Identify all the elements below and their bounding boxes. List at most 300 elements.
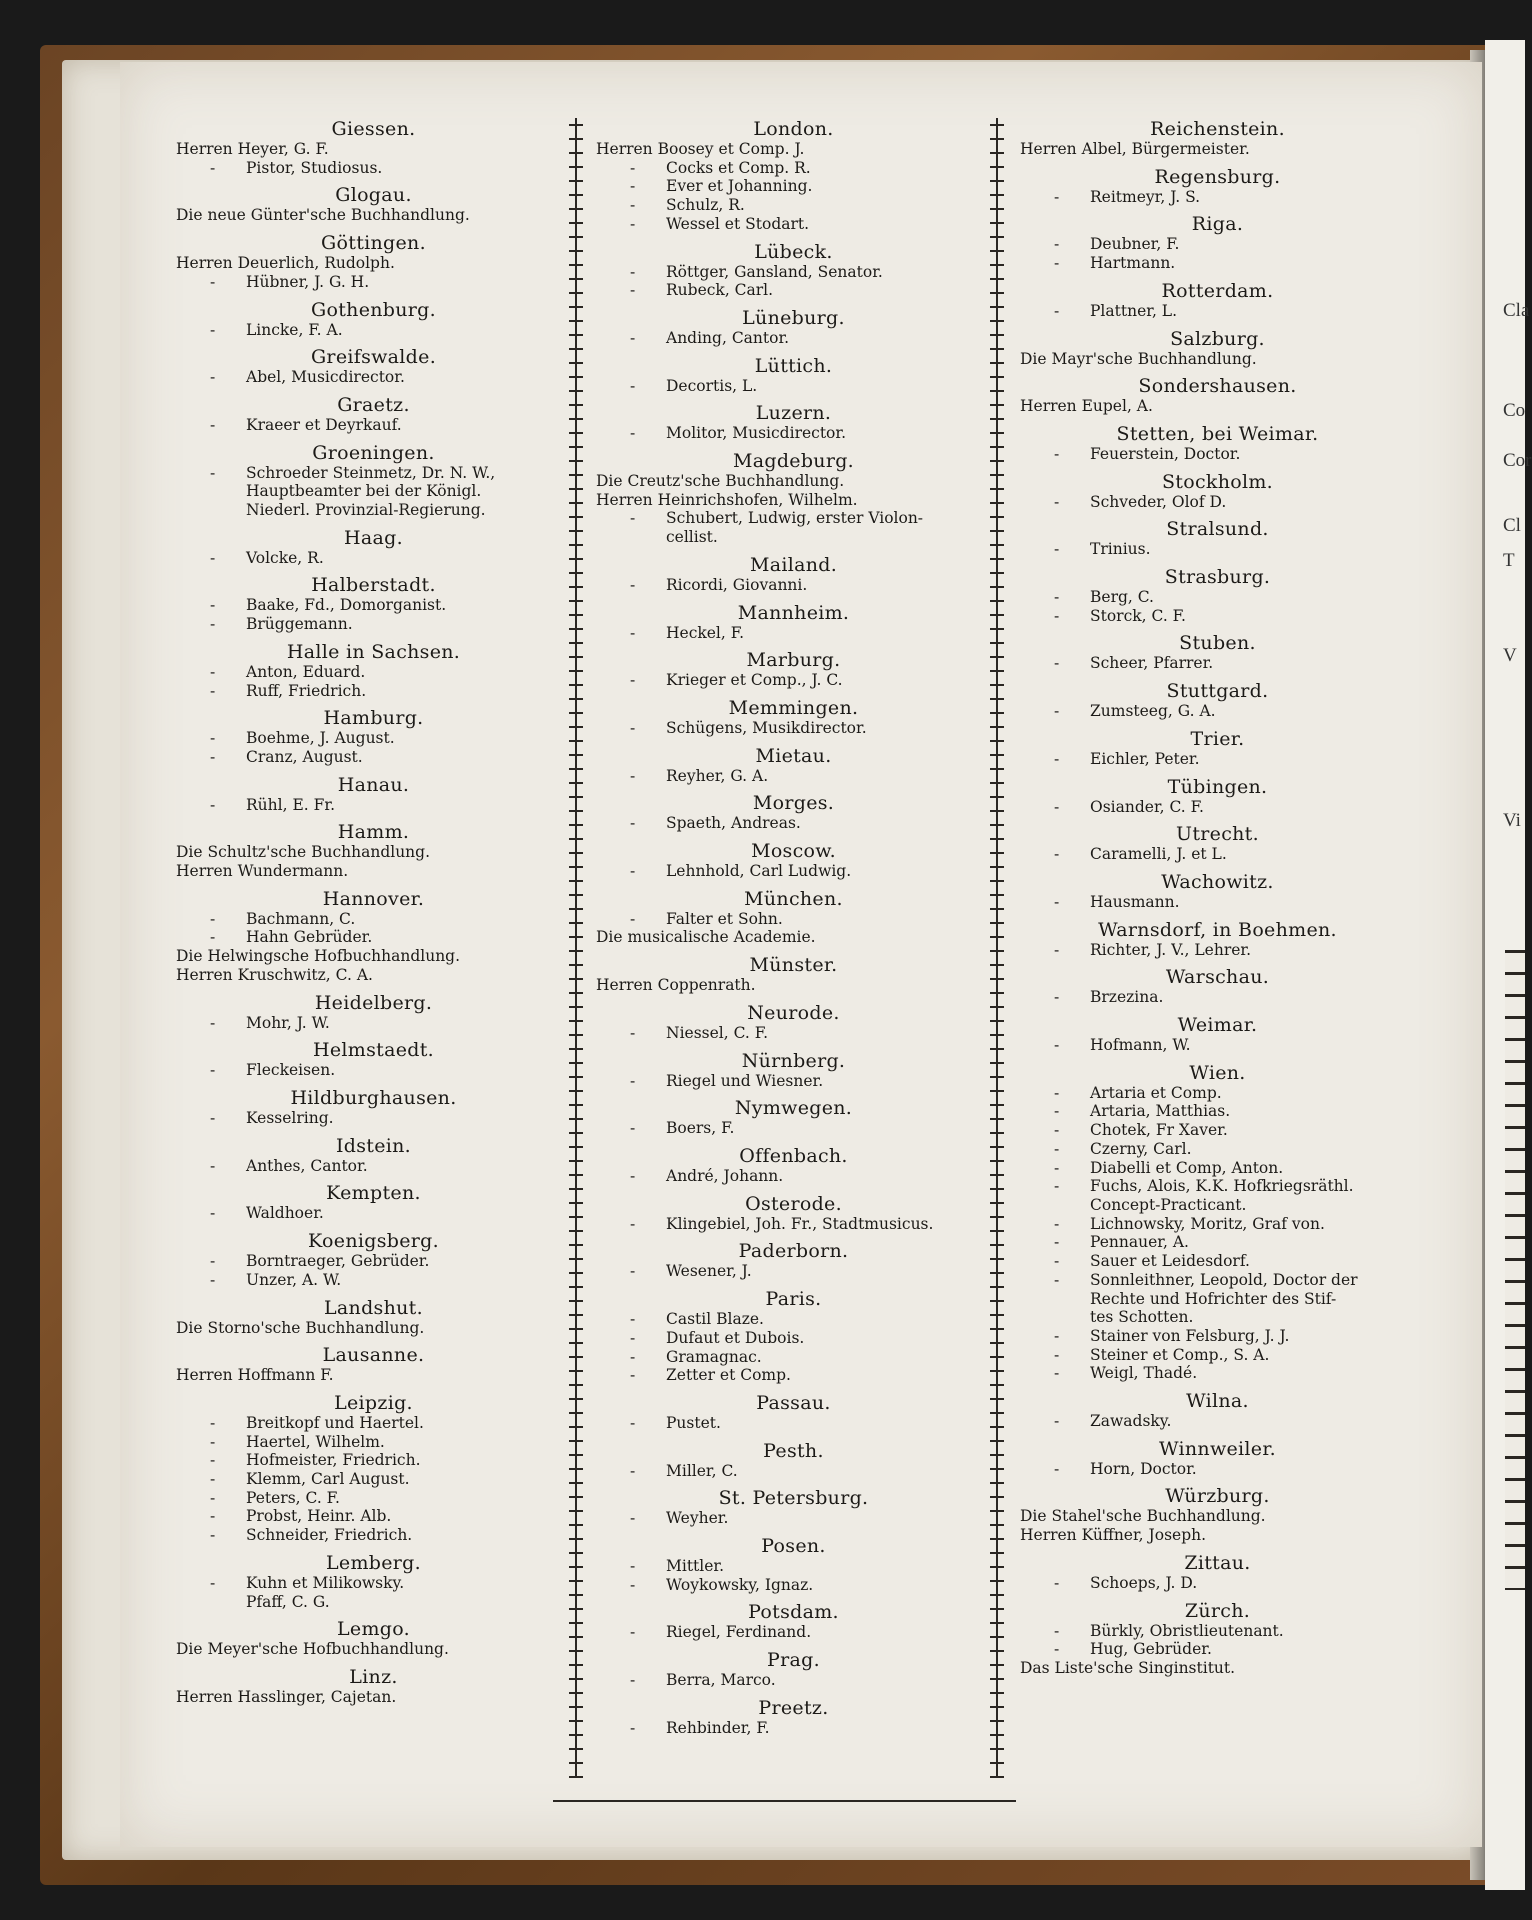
city-heading: Passau.	[756, 1391, 831, 1414]
city-heading: Paris.	[765, 1288, 822, 1311]
subscriber-entry	[1020, 941, 1415, 960]
subscriber-name: Reitmeyr, J. S.	[1090, 187, 1201, 206]
subscriber-name: Pfaff, C. G.	[246, 1592, 330, 1611]
subscriber-name: Fuchs, Alois, K.K. Hofkriegsräthl.	[1090, 1177, 1354, 1196]
city-heading: Zürch.	[1184, 1599, 1251, 1622]
ditto-dash: -	[630, 281, 636, 300]
subscriber-entry	[596, 1167, 991, 1186]
subscriber-entry	[1020, 588, 1415, 607]
ditto-dash: -	[210, 1156, 216, 1175]
subscriber-name: André, Johann.	[666, 1166, 784, 1185]
ditto-dash: -	[630, 1366, 636, 1385]
subscriber-entry	[176, 140, 571, 159]
subscriber-name: Unzer, A. W.	[246, 1270, 342, 1289]
subscriber-name: Baake, Fd., Domorganist.	[246, 596, 447, 615]
city-heading: Stralsund.	[1166, 518, 1269, 541]
subscriber-name: Ever et Johanning.	[666, 177, 813, 196]
subscriber-entry	[1020, 988, 1415, 1007]
city-heading: Linz.	[349, 1665, 398, 1688]
ditto-dash: -	[210, 662, 216, 681]
subscriber-name: Gramagnac.	[666, 1347, 762, 1366]
subscriber-name: Boehme, J. August.	[246, 729, 395, 748]
subscriber-name: Pennauer, A.	[1090, 1233, 1189, 1252]
ditto-dash: -	[630, 196, 636, 215]
city-heading: Potsdam.	[748, 1601, 839, 1624]
subscriber-entry	[596, 491, 991, 510]
subscriber-name: Steiner et Comp., S. A.	[1090, 1345, 1270, 1364]
subscriber-name: Brzezina.	[1090, 988, 1164, 1007]
subscriber-name: Artaria, Matthias.	[1090, 1102, 1231, 1121]
subscriber-name: Riegel und Wiesner.	[666, 1071, 824, 1090]
subscriber-name: Die Meyer'sche Hofbuchhandlung.	[176, 1640, 449, 1659]
subscriber-entry	[596, 1557, 991, 1576]
subscriber-name: Sauer et Leidesdorf.	[1090, 1252, 1250, 1271]
subscriber-entry	[596, 814, 991, 833]
subscriber-entry	[1020, 493, 1415, 512]
subscriber-entry	[176, 663, 571, 682]
facing-page-fragment: T	[1503, 550, 1515, 571]
ditto-dash: -	[630, 623, 636, 642]
city-heading: Prag.	[767, 1649, 820, 1672]
subscriber-name: Rechte und Hofrichter des Stif-	[1090, 1289, 1337, 1308]
city-heading: Zittau.	[1184, 1551, 1251, 1574]
subscriber-name: Rehbinder, F.	[666, 1718, 770, 1737]
city-heading: Stuttgard.	[1166, 680, 1269, 703]
ditto-dash: -	[1054, 1640, 1060, 1659]
subscriber-entry	[176, 1109, 571, 1128]
subscriber-name: Hartmann.	[1090, 254, 1176, 273]
ditto-dash: -	[630, 671, 636, 690]
subscriber-entry	[1020, 1526, 1415, 1545]
subscriber-entry	[176, 862, 571, 881]
subscriber-entry	[176, 1489, 571, 1508]
ditto-dash: -	[630, 1461, 636, 1480]
subscriber-name: Miller, C.	[666, 1461, 738, 1480]
city-heading: Rotterdam.	[1161, 279, 1274, 302]
ditto-dash: -	[1054, 1412, 1060, 1431]
subscriber-name: Herren Heyer, G. F.	[176, 140, 329, 158]
subscriber-name: Berra, Marco.	[666, 1671, 776, 1690]
subscriber-entry	[1020, 798, 1415, 817]
ditto-dash: -	[210, 1204, 216, 1223]
ditto-dash: -	[1054, 540, 1060, 559]
subscriber-name: Haertel, Wilhelm.	[246, 1432, 385, 1451]
city-heading: St. Petersburg.	[718, 1487, 869, 1510]
subscriber-name: Die Mayr'sche Buchhandlung.	[1020, 349, 1257, 368]
subscriber-name: Bachmann, C.	[246, 909, 356, 928]
ditto-dash: -	[210, 747, 216, 766]
ditto-dash: -	[210, 795, 216, 814]
subscriber-name: Schügens, Musikdirector.	[666, 718, 867, 737]
subscriber-name: Rubeck, Carl.	[666, 281, 774, 300]
subscriber-entry	[1020, 1215, 1415, 1234]
subscriber-name: Cocks et Comp. R.	[666, 158, 811, 177]
subscriber-name: Lehnhold, Carl Ludwig.	[666, 862, 852, 881]
subscriber-entry	[596, 472, 991, 491]
subscriber-entry	[176, 416, 571, 435]
subscriber-entry	[596, 329, 991, 348]
subscriber-entry	[176, 615, 571, 634]
city-heading: Luzern.	[755, 402, 832, 425]
subscriber-name: Herren Coppenrath.	[596, 976, 756, 995]
subscriber-entry	[1020, 1233, 1415, 1252]
city-heading: Hannover.	[322, 887, 425, 910]
subscriber-entry	[596, 862, 991, 881]
subscriber-entry	[596, 1329, 991, 1348]
subscriber-entry	[1020, 1507, 1415, 1526]
city-heading: Marburg.	[746, 649, 841, 672]
subscriber-entry	[176, 1414, 571, 1433]
subscriber-entry	[1020, 1308, 1415, 1327]
subscriber-entry	[176, 501, 571, 520]
subscriber-entry	[176, 748, 571, 767]
subscriber-name: Mohr, J. W.	[246, 1013, 330, 1032]
ditto-dash: -	[210, 1108, 216, 1127]
subscriber-name: Lichnowsky, Moritz, Graf von.	[1090, 1214, 1325, 1233]
city-heading: Sondershausen.	[1138, 375, 1297, 398]
subscriber-entry	[596, 576, 991, 595]
subscriber-name: Hug, Gebrüder.	[1090, 1640, 1212, 1659]
subscriber-name: Deubner, F.	[1090, 235, 1180, 254]
subscriber-name: Ricordi, Giovanni.	[666, 575, 808, 594]
subscriber-entry	[1020, 1102, 1415, 1121]
ditto-dash: -	[1054, 1345, 1060, 1364]
ditto-dash: -	[210, 1252, 216, 1271]
ditto-dash: -	[1054, 940, 1060, 959]
subscriber-entry	[176, 947, 571, 966]
subscriber-name: Lincke, F. A.	[246, 320, 343, 339]
subscriber-name: Scheer, Pfarrer.	[1090, 654, 1214, 673]
subscriber-entry	[596, 377, 991, 396]
subscriber-name: tes Schotten.	[1090, 1308, 1194, 1327]
subscriber-name: Die Storno'sche Buchhandlung.	[176, 1318, 425, 1337]
city-heading: Magdeburg.	[732, 450, 855, 473]
ditto-dash: -	[630, 1718, 636, 1737]
subscriber-name: Bürkly, Obristlieutenant.	[1090, 1621, 1284, 1640]
city-heading: London.	[753, 118, 834, 140]
subscriber-name: Niessel, C. F.	[666, 1023, 769, 1042]
subscriber-name: Waldhoer.	[246, 1204, 324, 1223]
subscriber-entry	[596, 263, 991, 282]
ditto-dash: -	[1054, 1036, 1060, 1055]
ditto-dash: -	[630, 1623, 636, 1642]
ditto-dash: -	[210, 1470, 216, 1489]
ditto-dash: -	[1054, 254, 1060, 273]
ditto-dash: -	[210, 1061, 216, 1080]
subscriber-name: Concept-Practicant.	[1090, 1195, 1247, 1214]
subscriber-entry	[176, 682, 571, 701]
city-heading: Regensburg.	[1154, 165, 1281, 188]
subscriber-entry	[176, 1157, 571, 1176]
ditto-dash: -	[210, 272, 216, 291]
city-heading: Wien.	[1189, 1061, 1246, 1084]
subscriber-name: Rühl, E. Fr.	[246, 795, 336, 814]
subscriber-entry	[596, 1024, 991, 1043]
ditto-dash: -	[630, 214, 636, 233]
city-heading: Lüneburg.	[742, 306, 845, 329]
ditto-dash: -	[1054, 1621, 1060, 1640]
subscriber-name: Die Helwingsche Hofbuchhandlung.	[176, 947, 461, 966]
subscriber-name: Brüggemann.	[246, 615, 353, 634]
subscriber-entry	[176, 796, 571, 815]
ditto-dash: -	[1054, 1083, 1060, 1102]
city-heading: Leipzig.	[334, 1391, 413, 1414]
subscriber-entry	[1020, 445, 1415, 464]
ditto-dash: -	[630, 1509, 636, 1528]
subscriber-name: Schveder, Olof D.	[1090, 492, 1227, 511]
subscriber-entry	[596, 528, 991, 547]
city-heading: Preetz.	[758, 1696, 829, 1719]
subscriber-entry	[596, 509, 991, 528]
subscriber-entry	[1020, 1290, 1415, 1309]
ditto-dash: -	[1054, 749, 1060, 768]
subscriber-entry	[596, 671, 991, 690]
subscriber-entry	[596, 767, 991, 786]
ditto-dash: -	[630, 262, 636, 281]
ditto-dash: -	[1054, 1177, 1060, 1196]
subscriber-name: Boers, F.	[666, 1119, 735, 1138]
city-heading: Halle in Sachsen.	[286, 640, 461, 663]
subscriber-entry	[596, 928, 991, 947]
subscriber-name: Stainer von Felsburg, J. J.	[1090, 1326, 1290, 1345]
subscriber-name: Trinius.	[1090, 540, 1151, 559]
ditto-dash: -	[210, 1488, 216, 1507]
ditto-dash: -	[1054, 1214, 1060, 1233]
subscriber-entry	[176, 1061, 571, 1080]
ditto-dash: -	[1054, 444, 1060, 463]
subscriber-entry	[1020, 140, 1415, 159]
subscriber-name: Czerny, Carl.	[1090, 1139, 1192, 1158]
column-divider-1	[569, 118, 583, 1778]
ditto-dash: -	[630, 909, 636, 928]
subscriber-name: Hübner, J. G. H.	[246, 272, 370, 291]
subscriber-name: Feuerstein, Doctor.	[1090, 444, 1241, 463]
subscriber-name: Die Schultz'sche Buchhandlung.	[176, 843, 431, 862]
ditto-dash: -	[1054, 1364, 1060, 1383]
ditto-dash: -	[630, 862, 636, 881]
subscriber-entry	[1020, 1252, 1415, 1271]
subscriber-entry	[596, 624, 991, 643]
city-heading: Warnsdorf, in Boehmen.	[1098, 918, 1337, 941]
city-heading: Würzburg.	[1165, 1485, 1270, 1508]
subscriber-entry	[176, 1470, 571, 1489]
ditto-dash: -	[210, 1432, 216, 1451]
subscriber-entry	[1020, 1574, 1415, 1593]
subscriber-name: Anding, Cantor.	[666, 328, 790, 347]
subscriber-name: Herren Boosey et Comp. J.	[596, 140, 805, 158]
subscriber-entry	[1020, 540, 1415, 559]
subscriber-name: Die Creutz'sche Buchhandlung.	[596, 472, 845, 491]
city-heading: Nürnberg.	[741, 1049, 846, 1072]
city-heading: Hamburg.	[323, 707, 424, 730]
subscriber-entry	[1020, 654, 1415, 673]
subscriber-name: Borntraeger, Gebrüder.	[246, 1252, 430, 1271]
subscriber-entry	[1020, 350, 1415, 369]
ditto-dash: -	[210, 1526, 216, 1545]
subscriber-entry	[1020, 607, 1415, 626]
ditto-dash: -	[1054, 1102, 1060, 1121]
subscriber-name: Woykowsky, Ignaz.	[666, 1575, 814, 1594]
ditto-dash: -	[630, 158, 636, 177]
subscriber-entry	[596, 1072, 991, 1091]
subscriber-entry	[1020, 1036, 1415, 1055]
subscriber-name: Berg, C.	[1090, 588, 1154, 607]
subscriber-entry	[596, 281, 991, 300]
subscriber-entry	[1020, 1659, 1415, 1678]
subscriber-entry	[1020, 1412, 1415, 1431]
subscriber-entry	[1020, 188, 1415, 207]
subscriber-name: Anthes, Cantor.	[246, 1156, 368, 1175]
subscriber-entry	[1020, 1121, 1415, 1140]
ditto-dash: -	[630, 1557, 636, 1576]
city-heading: Wilna.	[1186, 1390, 1249, 1413]
city-heading: Neurode.	[747, 1001, 840, 1024]
subscriber-name: Kesselring.	[246, 1108, 334, 1127]
subscriber-name: Die musicalische Academie.	[596, 928, 816, 947]
subscriber-entry	[1020, 1364, 1415, 1383]
subscriber-name: Osiander, C. F.	[1090, 797, 1204, 816]
subscriber-name: Herren Deuerlich, Rudolph.	[176, 254, 395, 273]
subscriber-entry	[176, 273, 571, 292]
ditto-dash: -	[630, 814, 636, 833]
subscriber-entry	[176, 1204, 571, 1223]
subscriber-name: Zetter et Comp.	[666, 1366, 791, 1385]
ditto-dash: -	[630, 1347, 636, 1366]
ditto-dash: -	[210, 928, 216, 947]
subscriber-entry	[1020, 893, 1415, 912]
subscriber-name: Weigl, Thadé.	[1090, 1364, 1198, 1383]
ditto-dash: -	[1054, 1158, 1060, 1177]
ditto-dash: -	[630, 1310, 636, 1329]
subscriber-name: Hofmann, W.	[1090, 1036, 1191, 1055]
subscriber-entry	[596, 1623, 991, 1642]
ditto-dash: -	[1054, 654, 1060, 673]
subscriber-name: Schulz, R.	[666, 196, 745, 215]
subscriber-name: Anton, Eduard.	[246, 662, 366, 681]
subscriber-name: Pustet.	[666, 1413, 721, 1432]
subscriber-name: Fleckeisen.	[246, 1061, 336, 1080]
subscriber-name: Kraeer et Deyrkauf.	[246, 415, 402, 434]
subscriber-name: Herren Hoffmann F.	[176, 1366, 334, 1385]
subscriber-name: Weyher.	[666, 1509, 729, 1528]
ditto-dash: -	[210, 1507, 216, 1526]
city-heading: Lemgo.	[337, 1618, 410, 1641]
subscriber-entry	[1020, 702, 1415, 721]
subscriber-entry	[1020, 1159, 1415, 1178]
ditto-dash: -	[630, 328, 636, 347]
subscriber-entry	[176, 464, 571, 483]
subscriber-entry	[176, 1574, 571, 1593]
ditto-dash: -	[630, 1023, 636, 1042]
city-heading: Helmstaedt.	[312, 1039, 434, 1062]
subscriber-name: Spaeth, Andreas.	[666, 814, 801, 833]
city-heading: Lüttich.	[754, 354, 833, 377]
city-heading: Hanau.	[337, 773, 410, 796]
subscriber-name: Breitkopf und Haertel.	[246, 1413, 424, 1432]
ditto-dash: -	[630, 1671, 636, 1690]
subscriber-entry	[596, 424, 991, 443]
city-heading: Stockholm.	[1161, 470, 1274, 493]
city-heading: Hildburghausen.	[290, 1086, 457, 1109]
ditto-dash: -	[630, 766, 636, 785]
ditto-dash: -	[210, 596, 216, 615]
ditto-dash: -	[210, 1013, 216, 1032]
subscriber-name: Castil Blaze.	[666, 1310, 764, 1329]
subscriber-name: Niederl. Provinzial-Regierung.	[246, 501, 486, 520]
city-heading: Osterode.	[745, 1192, 842, 1215]
subscriber-entry	[1020, 750, 1415, 769]
subscriber-entry	[1020, 302, 1415, 321]
subscriber-name: Schroeder Steinmetz, Dr. N. W.,	[246, 463, 496, 482]
ditto-dash: -	[210, 415, 216, 434]
ditto-dash: -	[1054, 797, 1060, 816]
ditto-dash: -	[1054, 1139, 1060, 1158]
city-heading: Stuben.	[1179, 632, 1256, 655]
ditto-dash: -	[630, 1071, 636, 1090]
ditto-dash: -	[1054, 1459, 1060, 1478]
city-heading: Winnweiler.	[1159, 1437, 1276, 1460]
ditto-dash: -	[210, 463, 216, 482]
subscriber-entry	[176, 1366, 571, 1385]
subscriber-entry	[596, 1215, 991, 1234]
ditto-dash: -	[1054, 892, 1060, 911]
subscriber-entry	[596, 196, 991, 215]
ditto-dash: -	[630, 1119, 636, 1138]
subscriber-entry	[1020, 1084, 1415, 1103]
ditto-dash: -	[630, 376, 636, 395]
facing-page-fragment: Cl	[1503, 515, 1521, 536]
ditto-dash: -	[1054, 301, 1060, 320]
subscriber-entry	[1020, 1460, 1415, 1479]
city-heading: Strasburg.	[1164, 566, 1271, 589]
subscriber-entry	[1020, 1346, 1415, 1365]
ditto-dash: -	[630, 1214, 636, 1233]
subscriber-name: Storck, C. F.	[1090, 606, 1186, 625]
city-heading: Nymwegen.	[734, 1097, 853, 1120]
ditto-dash: -	[630, 1413, 636, 1432]
facing-page-illustration	[1505, 950, 1525, 1590]
subscriber-entry	[176, 843, 571, 862]
ditto-dash: -	[1054, 1326, 1060, 1345]
subscriber-name: Klingebiel, Joh. Fr., Stadtmusicus.	[666, 1214, 934, 1233]
city-heading: Glogau.	[335, 184, 412, 207]
subscriber-column-2	[596, 118, 991, 1738]
subscriber-name: Caramelli, J. et L.	[1090, 845, 1227, 864]
subscriber-entry	[176, 206, 571, 225]
city-heading: Lübeck.	[754, 240, 833, 263]
city-heading: Hamm.	[337, 821, 410, 844]
subscriber-entry	[596, 215, 991, 234]
subscriber-name: Hahn Gebrüder.	[246, 928, 373, 947]
subscriber-name: Das Liste'sche Singinstitut.	[1020, 1658, 1236, 1677]
city-heading: Greifswalde.	[310, 346, 437, 369]
ditto-dash: -	[210, 1451, 216, 1470]
subscriber-entry	[176, 254, 571, 273]
subscriber-entry	[596, 159, 991, 178]
ditto-dash: -	[210, 1413, 216, 1432]
city-heading: Göttingen.	[321, 232, 426, 255]
subscriber-entry	[596, 140, 991, 159]
ditto-dash: -	[210, 548, 216, 567]
subscriber-entry	[176, 368, 571, 387]
city-heading: Heidelberg.	[314, 991, 433, 1014]
city-heading: Kempten.	[326, 1182, 421, 1205]
ditto-dash: -	[1054, 988, 1060, 1007]
ditto-dash: -	[630, 718, 636, 737]
ditto-dash: -	[1054, 702, 1060, 721]
bottom-rule	[553, 1800, 1016, 1802]
city-heading: Groeningen.	[312, 441, 435, 464]
